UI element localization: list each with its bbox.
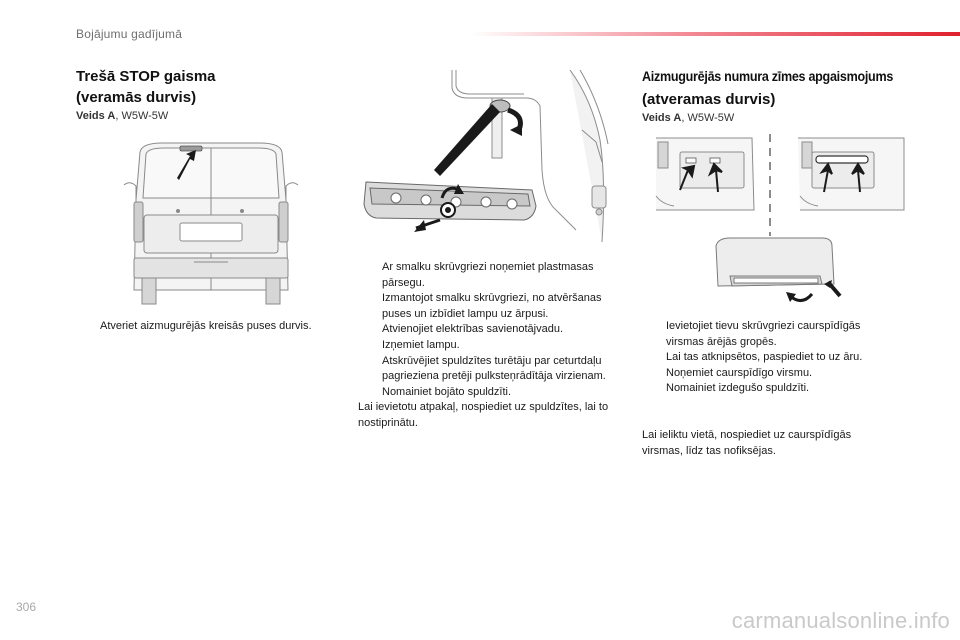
- middle-step-text: Ar smalku skrūvgriezi noņemiet plastmasas pārsegu.: [382, 261, 594, 289]
- right-type-label: Veids A: [642, 112, 682, 124]
- left-bulb-type: [76, 110, 168, 122]
- middle-step-text: Izņemiet lampu.: [382, 338, 460, 351]
- right-step: [642, 319, 892, 350]
- header-accent-bar: [470, 32, 960, 36]
- right-step: [642, 350, 892, 366]
- right-step-text: Nomainiet izdegušo spuldzīti.: [666, 382, 810, 395]
- left-type-value: , W5W-5W: [115, 110, 169, 122]
- middle-step: [358, 291, 626, 322]
- right-type-value: , W5W-5W: [681, 112, 735, 124]
- right-step-text: Noņemiet caurspīdīgo virsmu.: [666, 366, 813, 379]
- middle-step: [358, 260, 626, 291]
- left-instructions: [76, 319, 316, 335]
- watermark: carmanualsonline.info: [731, 608, 950, 633]
- right-bulb-type: [642, 112, 734, 124]
- middle-step-text: Atvienojiet elektrības savienotājvadu.: [382, 323, 563, 336]
- right-heading-line1: Aizmugurējās numura zīmes apgaismojums: [642, 69, 894, 84]
- right-step: [642, 366, 892, 382]
- left-type-label: Veids A: [76, 110, 116, 122]
- page-number: 306: [16, 600, 37, 614]
- left-step: [76, 319, 316, 335]
- left-heading: [76, 66, 216, 108]
- middle-step: [358, 354, 626, 385]
- right-instructions: [642, 319, 892, 459]
- middle-instructions: [358, 260, 626, 432]
- right-step-text: Ievietojiet tievu skrūvgriezi caurspīdīgās virsmas ārējās gropēs.: [666, 320, 861, 348]
- right-note: Lai ieliktu vietā, nospiediet uz caurspīdīgās virsmas, līdz tas nofiksējas.: [642, 428, 852, 457]
- right-step: [642, 381, 892, 397]
- left-step-text: Atveriet aizmugurējās kreisās puses durvis.: [100, 320, 312, 332]
- van-rear-illustration: [122, 140, 300, 308]
- right-step-text: Lai tas atknipsētos, paspiediet to uz āru.: [666, 351, 863, 364]
- license-plate-lamp-illustration: [652, 134, 906, 308]
- left-heading-line1: Trešā STOP gaisma: [76, 68, 216, 85]
- middle-step-text: Izmantojot smalku skrūvgriezi, no atvēršanas puses un izbīdiet lampu uz ārpusi.: [382, 292, 602, 320]
- middle-step: [358, 385, 626, 401]
- middle-note: Lai ievietotu atpakaļ, nospiediet uz spuldzītes, lai to nostiprinātu.: [358, 401, 609, 429]
- middle-step-text: Nomainiet bojāto spuldzīti.: [382, 385, 512, 398]
- middle-step-text: Atskrūvējiet spuldzītes turētāju par ceturtdaļu pagrieziena pretēji pulksteņrādītāja virzienam.: [382, 354, 606, 383]
- right-heading: [642, 66, 912, 110]
- middle-step: [358, 338, 626, 354]
- left-heading-line2: (veramās durvis): [76, 89, 197, 106]
- brake-light-removal-illustration: [356, 70, 624, 242]
- section-title: Bojājumu gadījumā: [76, 27, 183, 41]
- middle-step: [358, 322, 626, 338]
- right-heading-line2: (atveramas durvis): [642, 91, 776, 108]
